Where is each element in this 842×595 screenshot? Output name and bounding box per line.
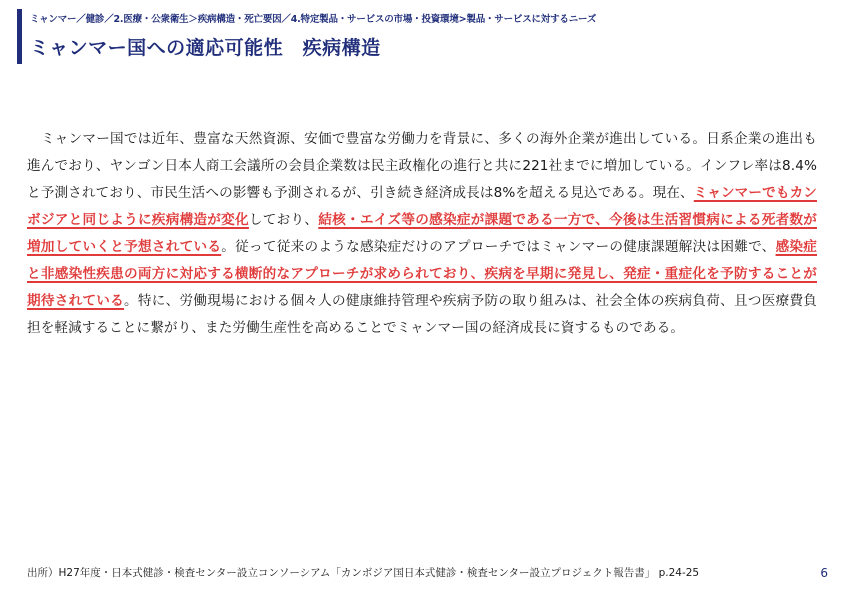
body-text-segment: 。従って従来のような感染症だけのアプローチではミャンマーの健康課題解決は困難で、 (221, 238, 776, 255)
highlight-disease-structure: ミャンマーでもカンボジアと同じように疾病構造が変化 (27, 184, 817, 228)
page-title: ミャンマー国への適応可能性 疾病構造 (30, 37, 381, 59)
body-paragraph (27, 126, 817, 342)
page-number: 6 (820, 566, 828, 580)
highlight-cross-cutting-approach: 感染症と非感染性疾患の両方に対応する横断的なアプローチが求められており、疾病を早期に発見し、発症・重症化を予防することが期待されている (27, 238, 818, 309)
highlight-infectious-vs-lifestyle: 結核・エイズ等の感染症が課題である一方で、今後は生活習慣病による死者数が増加していくと予想されている (27, 211, 817, 255)
breadcrumb: ミャンマー／健診／2.医療・公衆衛生＞疾病構造・死亡要因／4.特定製品・サービスの市場・投資環境>製品・サービスに対するニーズ (30, 14, 597, 25)
body-text-segment: しており、 (248, 211, 319, 228)
body-text-segment: ミャンマー国では近年、豊富な天然資源、安価で豊富な労働力を背景に、多くの海外企業が進出している。日系企業の進出も進んでおり、ヤンゴン日本人商工会議所の会員企業数は民主政権化の進行と共に221社までに増加している。インフレ率は8.4%と予測されており、市民生活への影響も予測されるが、引き続き経済成長は8%を超える見込である。現在、 (27, 130, 817, 201)
title-accent-bar (17, 9, 22, 64)
source-citation: 出所）H27年度・日本式健診・検査センター設立コンソーシアム「カンボジア国日本式健診・検査センター設立プロジェクト報告書」 p.24-25 (27, 567, 700, 579)
body-text-segment: 。特に、労働現場における個々人の健康維持管理や疾病予防の取り組みは、社会全体の疾病負荷、且つ医療費負担を軽減することに繋がり、また労働生産性を高めることでミャンマー国の経済成長に資するものである。 (27, 292, 818, 336)
